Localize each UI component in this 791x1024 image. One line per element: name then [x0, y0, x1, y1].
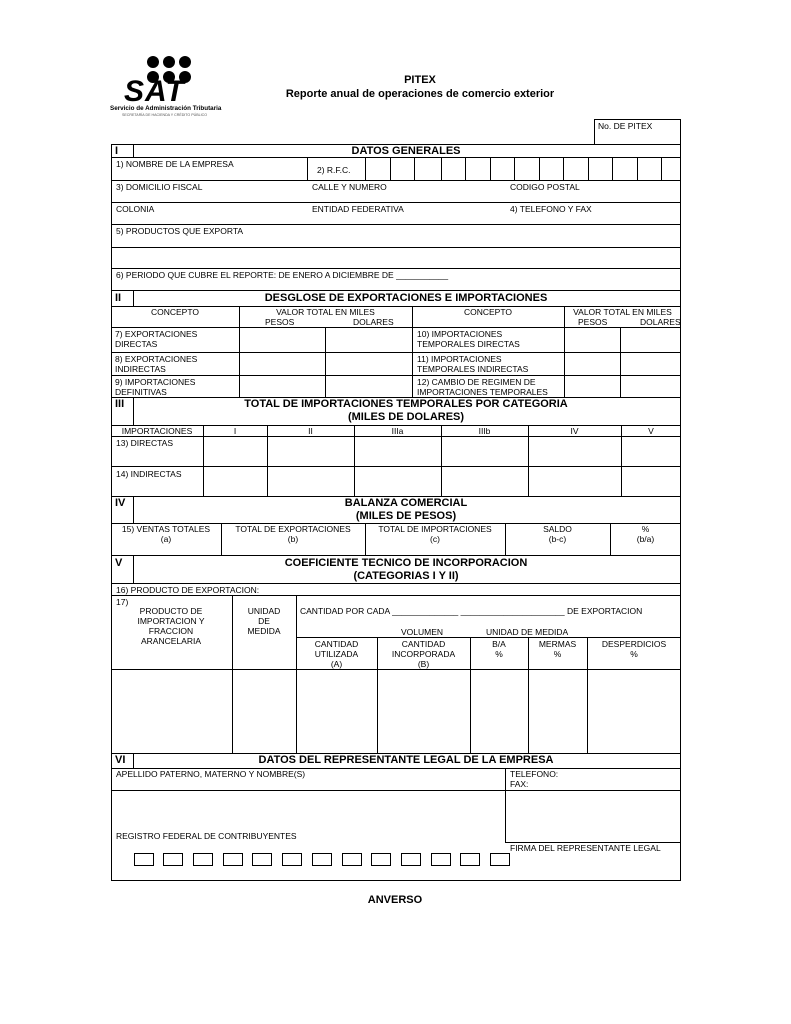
unit-of-measure-label: UNIDAD DE MEDIDA	[486, 627, 569, 637]
section-4-title-1: BALANZA COMERCIAL	[344, 497, 468, 509]
section-5-number: V	[115, 557, 123, 569]
ba-header: B/A %	[492, 639, 506, 659]
sat-logo	[108, 50, 233, 120]
col-valor-right: VALOR TOTAL EN MILES	[573, 307, 672, 317]
balance-saldo: SALDO (b-c)	[543, 524, 572, 544]
postal-code-label: CODIGO POSTAL	[510, 182, 580, 192]
cat-col-i: I	[233, 426, 237, 436]
rep-phone-label: TELEFONO:	[510, 769, 559, 779]
row-10-label: 10) IMPORTACIONES TEMPORALES DIRECTAS	[417, 329, 520, 349]
export-products-label: 5) PRODUCTOS QUE EXPORTA	[116, 226, 244, 236]
rfc-label: 2) R.F.C.	[317, 165, 351, 175]
sat-logo-name: Servicio de Administración Tributaria	[110, 105, 222, 112]
section-1-number: I	[115, 145, 119, 157]
pitex-number-label: No. DE PITEX	[598, 121, 653, 131]
section-6-title: DATOS DEL REPRESENTANTE LEGAL DE LA EMPRESA	[258, 754, 554, 766]
col-pesos-left: PESOS	[265, 317, 295, 327]
sat-logo-sub: SECRETARÍA DE HACIENDA Y CRÉDITO PÚBLICO	[122, 113, 208, 117]
signature-label: FIRMA DEL REPRESENTANTE LEGAL	[510, 843, 661, 853]
cat-col-importaciones: IMPORTACIONES	[121, 426, 193, 436]
unit-header: UNIDAD DE MEDIDA	[247, 606, 281, 636]
page-side-label: ANVERSO	[367, 894, 423, 906]
report-period-label: 6) PERIODO QUE CUBRE EL REPORTE: DE ENERO A DICIEMBRE DE ___________	[116, 270, 449, 280]
qty-used-header: CANTIDAD UTILIZADA (A)	[314, 639, 359, 669]
cat-col-iiib: IIIb	[478, 426, 491, 436]
item-17-label: 17)	[116, 597, 129, 607]
fiscal-address-label: 3) DOMICILIO FISCAL	[116, 182, 203, 192]
row-11-label: 11) IMPORTACIONES TEMPORALES INDIRECTAS	[417, 354, 529, 374]
col-concepto-left: CONCEPTO	[150, 307, 200, 317]
col-valor-left: VALOR TOTAL EN MILES	[276, 307, 375, 317]
state-label: ENTIDAD FEDERATIVA	[312, 204, 404, 214]
section-2-title: DESGLOSE DE EXPORTACIONES E IMPORTACIONES	[264, 292, 548, 304]
row-14-label: 14) INDIRECTAS	[116, 469, 182, 479]
section-4-number: IV	[115, 497, 126, 509]
section-3-number: III	[115, 398, 125, 410]
section-5-title-2: (CATEGORIAS I Y II)	[353, 570, 459, 582]
cat-col-v: V	[648, 426, 654, 436]
quantity-per-export-label: CANTIDAD POR CADA ______________ ______________________ DE EXPORTACION	[300, 606, 643, 616]
row-7-label: 7) EXPORTACIONES DIRECTAS	[115, 329, 198, 349]
page-subtitle: Reporte anual de operaciones de comercio exterior	[285, 88, 555, 100]
balance-importaciones: TOTAL DE IMPORTACIONES (c)	[378, 524, 492, 544]
section-3-title-2: (MILES DE DOLARES)	[347, 411, 465, 423]
row-12-label: 12) CAMBIO DE REGIMEN DE IMPORTACIONES TEMPORALES	[417, 377, 548, 397]
import-product-header: PRODUCTO DE IMPORTACION Y FRACCION ARANCELARIA	[137, 606, 205, 646]
col-dolares-right: DOLARES	[640, 317, 681, 327]
col-concepto-right: CONCEPTO	[463, 307, 513, 317]
rep-fax-label: FAX:	[510, 779, 529, 789]
cat-col-iiia: IIIa	[391, 426, 404, 436]
rep-name-label: APELLIDO PATERNO, MATERNO Y NOMBRE(S)	[116, 769, 306, 779]
mermas-header: MERMAS %	[538, 639, 577, 659]
row-8-label: 8) EXPORTACIONES INDIRECTAS	[115, 354, 198, 374]
company-name-label: 1) NOMBRE DE LA EMPRESA	[116, 159, 234, 169]
col-dolares-left: DOLARES	[353, 317, 394, 327]
street-label: CALLE Y NUMERO	[312, 182, 387, 192]
row-13-label: 13) DIRECTAS	[116, 438, 173, 448]
page-title: PITEX	[404, 74, 436, 86]
row-9-label: 9) IMPORTACIONES DEFINITIVAS	[115, 377, 196, 397]
cat-col-iv: IV	[570, 426, 579, 436]
balance-exportaciones: TOTAL DE EXPORTACIONES (b)	[235, 524, 351, 544]
section-2-number: II	[115, 292, 122, 304]
export-product-label: 16) PRODUCTO DE EXPORTACION:	[116, 585, 260, 595]
cat-col-ii: II	[308, 426, 313, 436]
volume-label: VOLUMEN	[401, 627, 444, 637]
colonia-label: COLONIA	[116, 204, 155, 214]
phone-fax-label: 4) TELEFONO Y FAX	[510, 204, 592, 214]
section-6-number: VI	[115, 754, 126, 766]
balance-ventas: 15) VENTAS TOTALES (a)	[121, 524, 211, 544]
section-1-title: DATOS GENERALES	[351, 145, 461, 157]
section-5-title-1: COEFICIENTE TECNICO DE INCORPORACION	[284, 557, 528, 569]
desperdicios-header: DESPERDICIOS %	[601, 639, 667, 659]
sat-logo-wordmark: SAT	[124, 75, 185, 108]
section-3-title-1: TOTAL DE IMPORTACIONES TEMPORALES POR CATEGORIA	[244, 398, 568, 410]
section-4-title-2: (MILES DE PESOS)	[355, 510, 457, 522]
balance-porcentaje: % (b/a)	[636, 524, 655, 544]
col-pesos-right: PESOS	[578, 317, 608, 327]
qty-incorporated-header: CANTIDAD INCORPORADA (B)	[391, 639, 456, 669]
rfc-rep-label: REGISTRO FEDERAL DE CONTRIBUYENTES	[116, 831, 297, 841]
